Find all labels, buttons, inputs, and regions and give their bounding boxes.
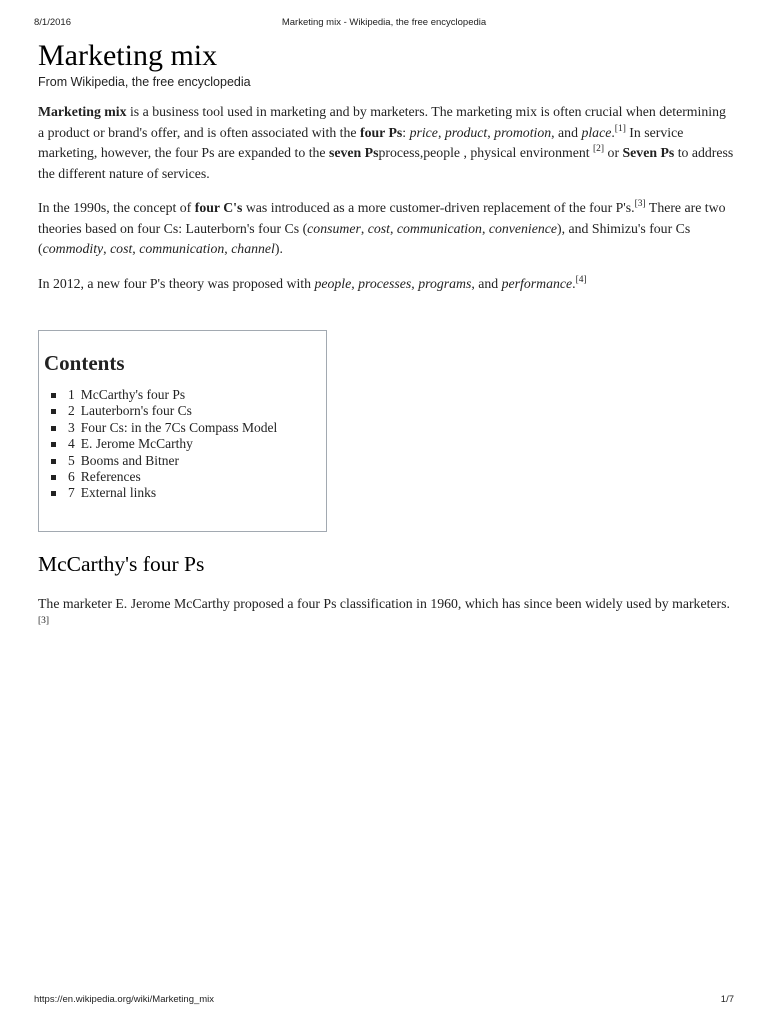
print-url: https://en.wikipedia.org/wiki/Marketing_mix (34, 994, 215, 1005)
table-of-contents (38, 330, 327, 532)
term-marketing-mix: Marketing mix (38, 104, 127, 119)
citation-link-1[interactable]: [1] (614, 123, 626, 134)
bullet-icon (51, 459, 56, 464)
print-header (0, 17, 768, 31)
bullet-icon (51, 426, 56, 431)
toc-item[interactable]: 3 Four Cs: in the 7Cs Compass Model (68, 420, 326, 436)
bullet-icon (51, 442, 56, 447)
toc-item[interactable]: 4 E. Jerome McCarthy (68, 436, 326, 452)
toc-item[interactable]: 7 External links (68, 485, 326, 501)
page-title: Marketing mix (38, 39, 218, 72)
term-price: price (409, 124, 438, 140)
print-footer (0, 994, 768, 1008)
print-page-number: 1/7 (720, 994, 734, 1005)
term-four-cs-link[interactable]: four C's (194, 200, 243, 215)
term-seven-ps: seven Ps (329, 145, 379, 160)
toc-item[interactable]: 5 Booms and Bitner (68, 453, 326, 469)
term-four-ps-link[interactable]: four Ps (359, 124, 403, 140)
page-subtitle: From Wikipedia, the free encyclopedia (38, 75, 251, 89)
citation-link-3[interactable]: [3] (634, 199, 646, 209)
term-promotion: promotion (494, 124, 552, 140)
print-page-title: Marketing mix - Wikipedia, the free encyclopedia (281, 17, 487, 28)
term-product: product (444, 124, 488, 140)
bullet-icon (51, 393, 56, 398)
print-date: 8/1/2016 (34, 17, 71, 28)
intro-paragraph-3: In 2012, a new four P's theory was proposed with people, processes, programs, and performance.[4] (38, 274, 587, 291)
toc-title: Contents (44, 351, 125, 375)
section-heading-mccarthy: McCarthy's four Ps (38, 552, 205, 576)
section-paragraph-mccarthy: The marketer E. Jerome McCarthy proposed a four Ps classification in 1960, which has since been widely used by marketers.[3] (38, 596, 730, 626)
intro-paragraph-2: In the 1990s, the concept of four C's was introduced as a more customer-driven replacement of the four P's.[3] There are two theories based on four Cs: Lauterborn's four Cs (consumer, cost, communication, convenience), and Shimizu's four Cs (commodity, cost, communication, channel). (38, 199, 726, 256)
toc-item[interactable]: 6 References (68, 469, 326, 485)
toc-list (44, 387, 326, 502)
bullet-icon (51, 409, 56, 414)
citation-link-4[interactable]: [4] (575, 274, 587, 285)
article-content (38, 38, 734, 649)
toc-item[interactable]: 2 Lauterborn's four Cs (68, 403, 326, 419)
bullet-icon (51, 475, 56, 480)
term-seven-ps-2: Seven Ps (622, 145, 675, 160)
citation-link-3b[interactable]: [3] (38, 615, 50, 626)
intro-paragraph-1: Marketing mix is a business tool used in marketing and by marketers. The marketing mix is often crucial when determining a product or brand's offer, and is often associated with the four Ps: price, product, promotion, and place.[1] In service marketing, however, the four Ps are expanded to the seven Psprocess,people , physical environment [2] or Seven Ps to address the different nature of services. (38, 104, 734, 181)
toc-item[interactable]: 1 McCarthy's four Ps (68, 387, 326, 403)
bullet-icon (51, 491, 56, 496)
term-place: place (581, 124, 612, 140)
citation-link-2[interactable]: [2] (593, 144, 605, 154)
